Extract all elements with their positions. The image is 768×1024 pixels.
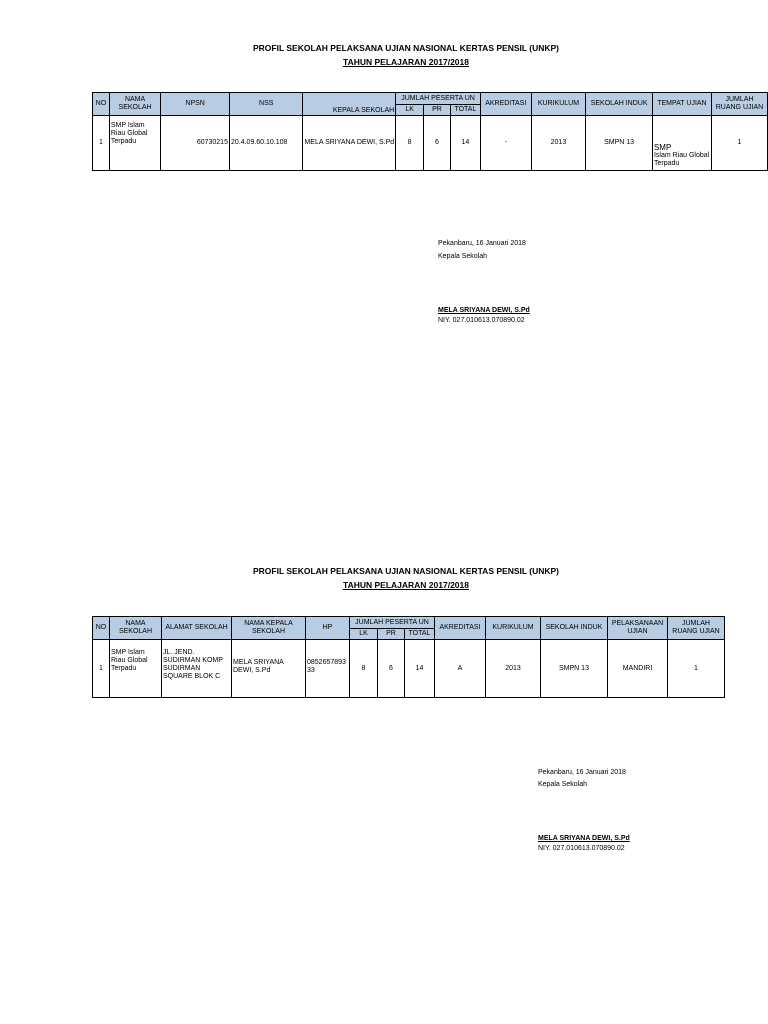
- signature-niy: NIY. 027.010613.070890.02: [438, 317, 525, 324]
- cell-pr: 6: [424, 116, 451, 171]
- signature-name: MELA SRIYANA DEWI, S.Pd: [438, 307, 530, 314]
- cell-kurikulum: 2013: [531, 116, 586, 171]
- header-akreditasi: AKREDITASI: [480, 93, 531, 116]
- signature-place-date: Pekanbaru, 16 Januari 2018: [538, 769, 626, 776]
- cell-tempat-ujian: [652, 116, 711, 171]
- header-sekolah-induk: SEKOLAH INDUK: [586, 93, 653, 116]
- header-jumlah-ruang: JUMLAH RUANG UJIAN: [668, 617, 725, 640]
- header-pr: PR: [424, 105, 451, 116]
- header-jumlah-peserta: JUMLAH PESERTA UN: [350, 617, 435, 629]
- cell-total: 14: [405, 640, 435, 698]
- header-total: TOTAL: [405, 629, 435, 640]
- header-npsn: NPSN: [161, 93, 230, 116]
- header-jumlah-ruang: JUMLAH RUANG UJIAN: [711, 93, 767, 116]
- header-jumlah-peserta: JUMLAH PESERTA UN: [396, 93, 481, 105]
- signature-place-date: Pekanbaru, 16 Januari 2018: [438, 240, 526, 247]
- header-no: NO: [93, 93, 110, 116]
- doc1-title: PROFIL SEKOLAH PELAKSANA UJIAN NASIONAL KERTAS PENSIL (UNKP): [252, 43, 560, 53]
- cell-sekolah-induk: SMPN 13: [541, 640, 608, 698]
- cell-pelaksanaan-ujian: MANDIRI: [608, 640, 668, 698]
- cell-alamat-sekolah: JL. JEND. SUDIRMAN KOMP SUDIRMAN SQUARE BLOK C: [162, 640, 232, 698]
- cell-npsn: 60730215: [161, 116, 230, 171]
- doc2-title: PROFIL SEKOLAH PELAKSANA UJIAN NASIONAL KERTAS PENSIL (UNKP): [252, 566, 560, 576]
- header-nama-sekolah: NAMA SEKOLAH: [110, 617, 162, 640]
- header-total: TOTAL: [450, 105, 480, 116]
- cell-no: 1: [93, 116, 110, 171]
- cell-lk: 8: [396, 116, 424, 171]
- header-nama-sekolah: NAMA SEKOLAH: [109, 93, 160, 116]
- cell-akreditasi: -: [480, 116, 531, 171]
- header-kepala-sekolah: KEPALA SEKOLAH: [303, 93, 396, 116]
- cell-lk: 8: [350, 640, 378, 698]
- signature-role: Kepala Sekolah: [438, 253, 488, 260]
- doc1-profile-table: [92, 92, 768, 171]
- header-hp: HP: [306, 617, 350, 640]
- cell-kepala-sekolah: MELA SRIYANA DEWI, S.Pd: [303, 116, 396, 171]
- cell-no: 1: [93, 640, 110, 698]
- header-pelaksanaan-ujian: PELAKSANAAN UJIAN: [608, 617, 668, 640]
- header-no: NO: [93, 617, 110, 640]
- signature-name: MELA SRIYANA DEWI, S.Pd: [538, 835, 630, 842]
- header-lk: LK: [350, 629, 378, 640]
- header-akreditasi: AKREDITASI: [435, 617, 486, 640]
- signature-niy: NIY. 027.010613.070890.02: [538, 845, 625, 852]
- doc1-signature-block: [438, 239, 530, 326]
- header-sekolah-induk: SEKOLAH INDUK: [541, 617, 608, 640]
- cell-total: 14: [450, 116, 480, 171]
- cell-sekolah-induk: SMPN 13: [586, 116, 653, 171]
- table-row: [93, 116, 768, 171]
- doc2-profile-table: [92, 616, 725, 698]
- cell-hp: 085265789333: [306, 640, 350, 698]
- signature-role: Kepala Sekolah: [538, 781, 588, 788]
- cell-nama-sekolah: SMP Islam Riau Global Terpadu: [110, 640, 162, 698]
- header-tempat-ujian: TEMPAT UJIAN: [652, 93, 711, 116]
- cell-jumlah-ruang: 1: [668, 640, 725, 698]
- cell-nama-sekolah: SMP Islam Riau Global Terpadu: [109, 116, 160, 171]
- header-nss: NSS: [229, 93, 302, 116]
- tempat-ujian-line1: SMP: [653, 143, 672, 152]
- doc1-subtitle: TAHUN PELAJARAN 2017/2018: [343, 57, 469, 67]
- header-kurikulum: KURIKULUM: [486, 617, 541, 640]
- header-lk: LK: [396, 105, 424, 116]
- cell-kurikulum: 2013: [486, 640, 541, 698]
- header-kurikulum: KURIKULUM: [531, 93, 586, 116]
- cell-nama-kepala: MELA SRIYANA DEWI, S.Pd: [232, 640, 306, 698]
- cell-pr: 6: [378, 640, 405, 698]
- tempat-ujian-line2: Islam Riau Global Terpadu: [653, 152, 710, 167]
- header-pr: PR: [378, 629, 405, 640]
- header-alamat-sekolah: ALAMAT SEKOLAH: [162, 617, 232, 640]
- doc2-subtitle: TAHUN PELAJARAN 2017/2018: [343, 580, 469, 590]
- table-row: [93, 640, 725, 698]
- cell-akreditasi: A: [435, 640, 486, 698]
- cell-jumlah-ruang: 1: [711, 116, 767, 171]
- cell-nss: 20.4.09.60.10.108: [229, 116, 302, 171]
- header-nama-kepala: NAMA KEPALA SEKOLAH: [232, 617, 306, 640]
- doc2-signature-block: [538, 768, 630, 854]
